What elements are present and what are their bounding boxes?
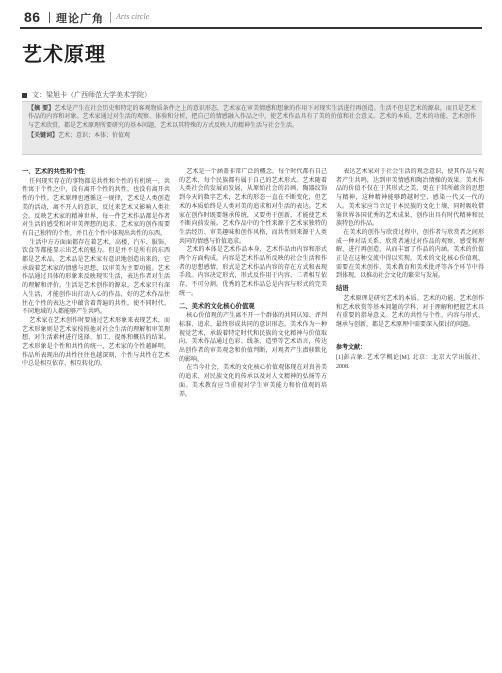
text-column-3 [336,168,484,656]
keywords-label: 【关键词】 [28,132,59,140]
abstract-box [22,101,482,155]
author-text: 文：梁旭卡（广西师范大学美术学院） [32,91,151,99]
header-rule [20,27,482,29]
section-heading: 一、艺术的共性和个性 [22,168,85,175]
text-column-1 [22,168,170,656]
references-heading: 参考文献： [336,343,367,351]
article-body [22,168,484,656]
page-number: 86 [24,9,41,25]
column-name: 理论广角 [56,12,104,25]
paragraph: 艺术原理是研究艺术的本质、艺术的功能、艺术创作和艺术欣赏等基本问题的学科，对于理解和把握艺术具有重要的指导意义。艺术的共性与个性、内容与形式、继承与创新，都是艺术原理中需要深入探讨的问题。 [336,294,484,328]
abstract-text: 艺术是产生在社会历史和特定的客观物质条件之上的意识形态，艺术家在审美情感和想象的作用下对现实生活进行再创造。生活不但是艺术的源泉，而且是艺术作品的内容和对象。艺术家通过对生活的观察、体验和分析，把自己的情感融入作品之中，使艺术作品具有了美的价值和社会意义。艺术的本质、艺术的功能、艺术创作与艺术欣赏，都是艺术原理所要研究的基本问题，艺术以其特殊的方式反映人的精神生活与社会生活。 [28,105,476,129]
page-header [0,8,502,26]
square-bullet-icon [22,93,27,98]
keywords [28,132,476,140]
paragraph: 在美术的创作与欣赏过程中，创作者与欣赏者之间形成一种对话关系，欣赏者通过对作品的观察、感受和理解，进行再创造，从而丰富了作品的内涵。美术的价值正是在这种交流中得以实现。美术的文化核心价值观，需要在美术创作、美术教育和美术批评等各个环节中得到体现，以推动社会文化的繁荣与发展。 [336,228,484,280]
keywords-text: 艺术；意识；本体；价值观 [58,132,131,140]
text-column-2 [179,168,327,656]
paragraph: 艺术家在艺术创作时要通过艺术形象来表现艺术，而艺术形象则是艺术家按照他对社会生活的理解和审美理想，对生活素材进行选择、加工、提炼和概括的结果。艺术形象是个性和共性的统一，艺术家的个性越鲜明，作品所表现出的共性往往也越深刻，个性与共性在艺术中总是相互依存、相互转化的。 [22,316,170,368]
abstract-label: 【摘 要】 [28,105,55,112]
section-heading: 结语 [336,285,349,293]
paragraph: 核心价值观的产生离不开一个群体的共同认知、评判标准、追求、最终形成共同的意识形态。美术作为一种视觉艺术，承载着特定时代和民族的文化精神与价值取向。美术作品通过色彩、线条、造型等艺术语言，传达出创作者的审美观念和价值判断，对观者产生潜移默化的影响。 [179,312,327,363]
column-name-en: Arts circle [116,12,150,21]
header-divider [49,12,50,23]
paragraph: 表达艺术家对于社会生活的观念意识，使其作品与观者产生共鸣，达到审美情感和陶冶情操的效果。美术作品的价值不仅在于其形式之美，更在于其所蕴含的思想与精神，这种精神能够跨越时空，感染一代又一代的人。美术家应当立足于本民族的文化土壤，同时吸收借鉴世界各国优秀的艺术成果，创作出具有时代精神和民族特色的作品。 [336,168,484,228]
article-title: 艺术原理 [22,42,106,66]
author-line [22,90,151,100]
paragraph: 艺术的本体是艺术作品本身，艺术作品由内容和形式两个方面构成，内容是艺术作品所反映的社会生活和作者的思想感情，形式是艺术作品内容的存在方式和表现手段。内容决定形式，形式反作用于内容，二者相互依存、不可分割。优秀的艺术作品总是内容与形式的完美统一。 [179,246,327,297]
reference-item: [1]彭吉象. 艺术学概论[M]. 北京：北京大学出版社，2008. [336,355,484,371]
abstract [28,105,476,130]
section-heading: 二、美术的文化核心价值观 [179,302,255,310]
paragraph: 在当今社会，美术的文化核心价值观体现在对真善美的追求、对民族文化的传承以及对人文精神的弘扬等方面。美术教育应当重视对学生审美能力和价值观的培养。 [179,364,327,398]
header-divider [110,12,111,23]
paragraph: 生活中方方面面都存在着艺术，高楼、汽车、服饰、饮食等都能显示出艺术的魅力。但是并不是所有的东西都是艺术品，艺术品是艺术家有意识地创造出来的，它承载着艺术家的情感与思想，以审美为主要功能。艺术作品通过具体的形象来反映现实生活，表达作者对生活的理解和评价。生活是艺术创作的源泉，艺术家只有深入生活，才能创作出打动人心的作品，好的艺术作品往往在个性的表达之中蕴含着普遍的共性，使不同时代、不同地域的人都能够产生共鸣。 [22,238,170,316]
paragraph: 任何现实存在的事物都是共性和个性的有机统一，共性寓于个性之中，没有离开个性的共性，也没有离开共性的个性。艺术原理也遵循这一规律，艺术是人类创造美的活动，离不开人的意识，反过来艺术又影响人类社会。反映艺术家的精神世界，每一件艺术作品都是作者对生活的感受和对审美理想的追求。艺术家的创作需要有自己独特的个性，并且在个性中体现出共性的东西。 [22,177,170,237]
paragraph: 艺术是一个涵盖非常广泛的概念，每个时代都有自己的艺术，每个民族都有属于自己的艺术形式。艺术随着人类社会的发展而发展，从原始社会的岩画、陶器纹饰到今天的数字艺术，艺术的形态一直在不断变化，但艺术的本质始终是人类对美的追求和对生活的表达。艺术家在创作时既要继承传统，又要勇于创新，才能使艺术不断向前发展。艺术作品中的个性来源于艺术家独特的生活经历、审美趣味和创作风格，而共性则来源于人类共同的情感与价值追求。 [179,168,327,245]
